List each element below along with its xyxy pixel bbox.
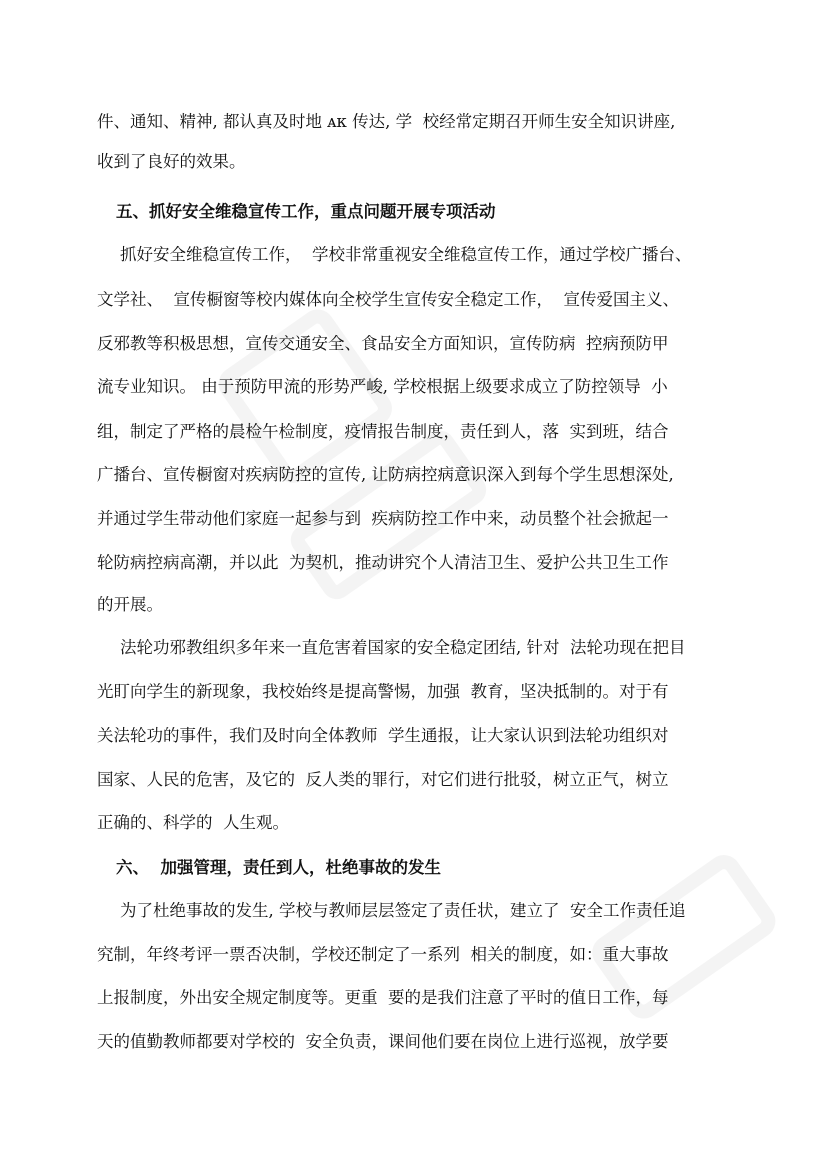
section-heading: 五、抓好安全维稳宣传工作，重点问题开展专项活动 — [116, 202, 496, 221]
body-text-line: 并通过学生带动他们家庭一起参与到 疾病防控工作中来，动员整个社会掀起一 — [97, 509, 669, 528]
body-text-line: 文学社、 宣传橱窗等校内媒体向全校学生宣传安全稳定工作， 宣传爱国主义、 — [97, 290, 679, 309]
body-text-line: 收到了良好的效果。 — [97, 152, 246, 171]
body-text-line: 究制，年终考评一票否决制，学校还制定了一系列 相关的制度，如：重大事故 — [97, 945, 669, 964]
body-text-line: 天的值勤教师都要对学校的 安全负责，课间他们要在岗位上进行巡视，放学要 — [97, 1032, 669, 1051]
body-text-line: 法轮功邪教组织多年来一直危害着国家的安全稳定团结, 针对 法轮功现在把目 — [120, 638, 686, 657]
body-text-line: 的开展。 — [97, 595, 163, 614]
body-text-line: 上报制度，外出安全规定制度等。更重 要的是我们注意了平时的值日工作，每 — [97, 988, 669, 1007]
body-text-line: 轮防病控病高潮，并以此 为契机，推动讲究个人清洁卫生、爱护公共卫生工作 — [97, 553, 669, 572]
body-text-line: 国家、人民的危害，及它的 反人类的罪行，对它们进行批驳，树立正气，树立 — [97, 770, 669, 789]
body-text-line: 流专业知识。 由于预防甲流的形势严峻, 学校根据上级要求成立了防控领导 小 — [97, 377, 668, 396]
body-text-line: 抓好安全维稳宣传工作， 学校非常重视安全维稳宣传工作，通过学校广播台、 — [120, 245, 692, 264]
body-text-line: 光盯向学生的新现象，我校始终是提高警惕，加强 教育，坚决抵制的。对于有 — [97, 682, 669, 701]
body-text-line: 反邪教等积极思想，宣传交通安全、食品安全方面知识，宣传防病 控病预防甲 — [97, 334, 669, 353]
body-text-line: 关法轮功的事件，我们及时向全体教师 学生通报，让大家认识到法轮功组织对 — [97, 726, 669, 745]
body-text-line: 广播台、宣传橱窗对疾病防控的宣传, 让防病控病意识深入到每个学生思想深处, — [97, 465, 674, 484]
body-text-line: 组，制定了严格的晨检午检制度，疫情报告制度，责任到人，落 实到班，结合 — [97, 422, 669, 441]
body-text-line: 件、通知、精神, 都认真及时地 ᴀᴋ 传达, 学 校经常定期召开师生安全知识讲座, — [97, 112, 676, 131]
body-text-line: 正确的、科学的 人生观。 — [97, 813, 289, 832]
section-heading: 六、 加强管理，责任到人，杜绝事故的发生 — [116, 858, 441, 877]
body-text-line: 为了杜绝事故的发生, 学校与教师层层签定了责任状，建立了 安全工作责任追 — [120, 901, 686, 920]
